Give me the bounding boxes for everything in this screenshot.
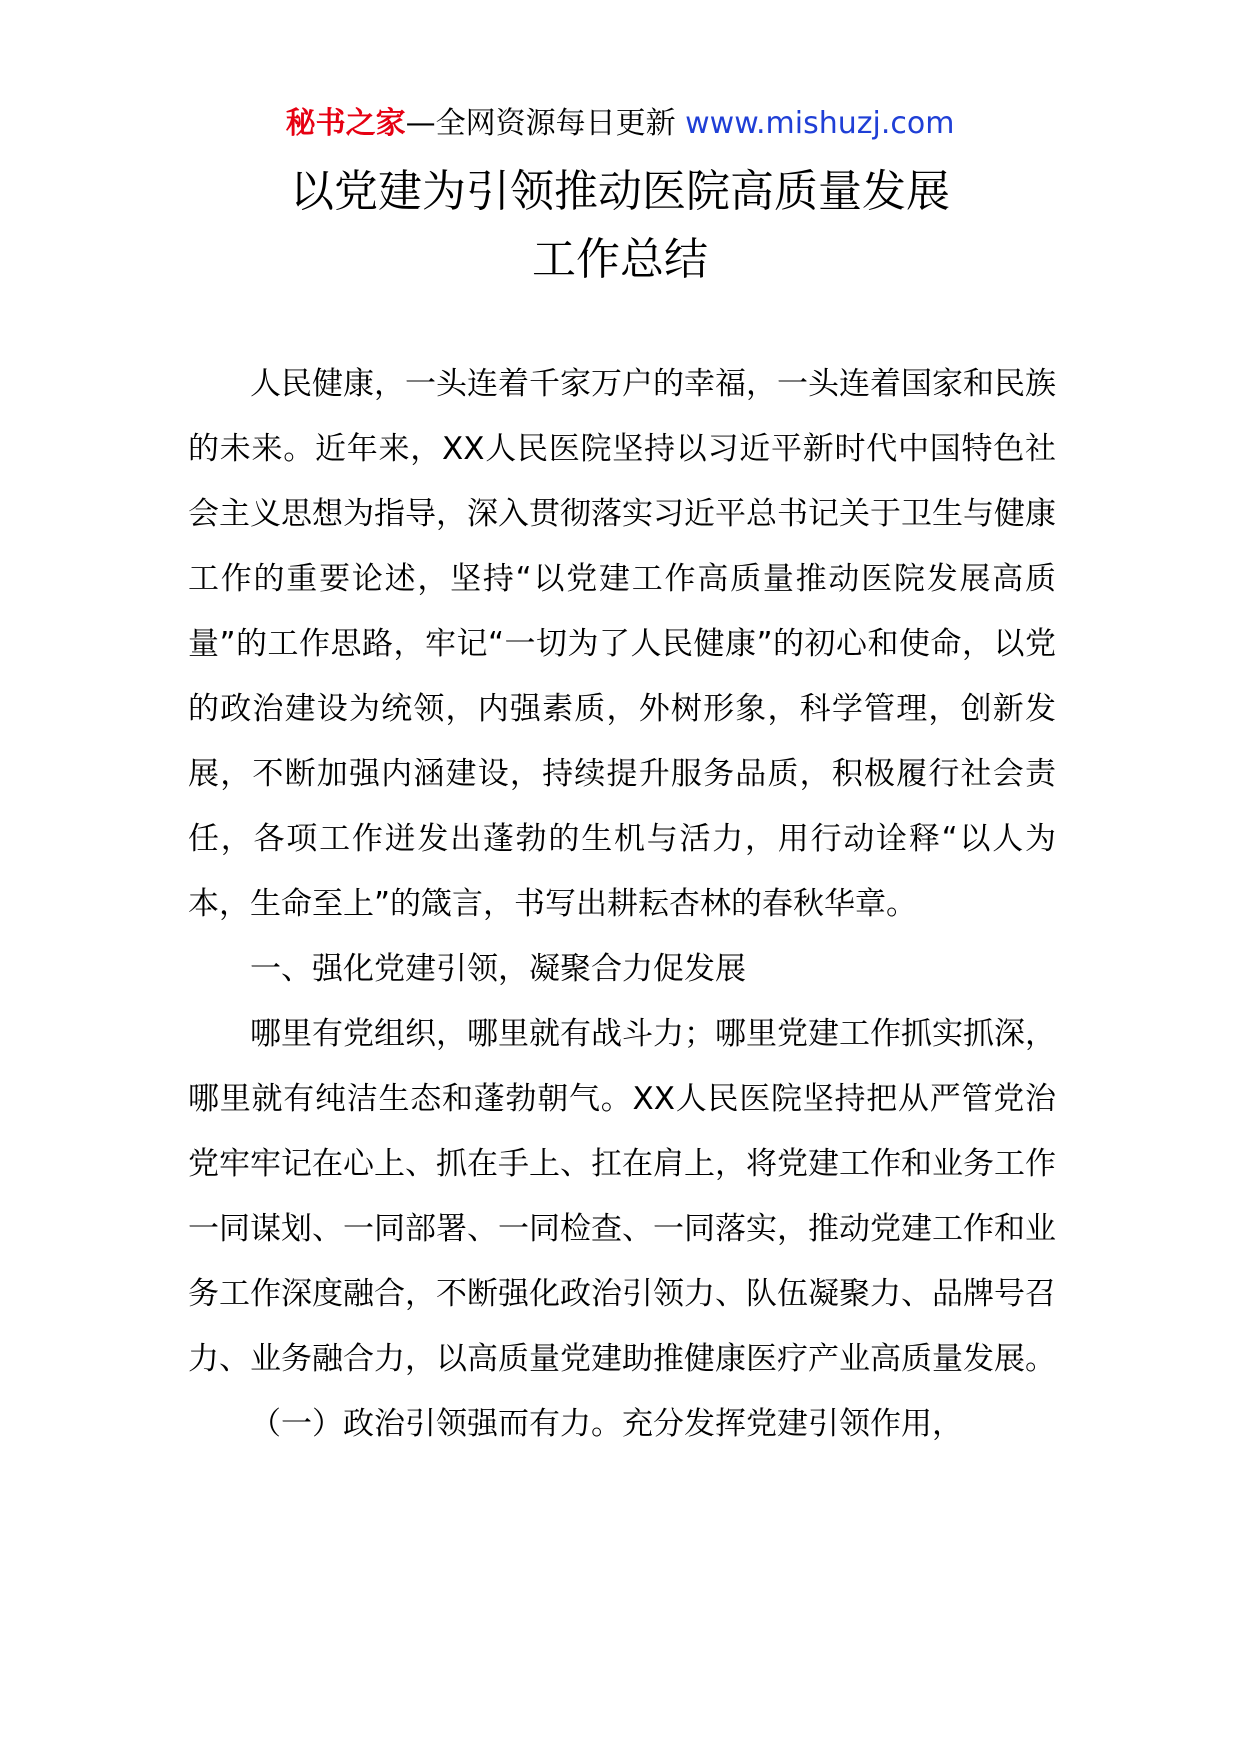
section-heading-1: 一、强化党建引领，凝聚合力促发展 — [250, 951, 746, 987]
brand-name: 秘书之家 — [285, 106, 406, 141]
paragraph-subsection-1: （一）政治引领强而有力。充分发挥党建引领作用， — [250, 1406, 963, 1442]
document-body — [188, 352, 1056, 1457]
document-title-line-2: 工作总结 — [532, 234, 708, 285]
paragraph-intro: 人民健康，一头连着千家万户的幸福，一头连着国家和民族的未来。近年来，XX人民医院坚持以习近平新时代中国特色社会主义思想为指导，深入贯彻落实习近平总书记关于卫生与健康工作的重要论述，坚持“以党建工作高质量推动医院发展高质量”的工作思路，牢记“一切为了人民健康”的初心和使命，以党的政治建设为统领，内强素质，外树形象，科学管理，创新发展，不断加强内涵建设，持续提升服务品质，积极履行社会责任，各项工作迸发出蓬勃的生机与活力，用行动诠释“以人为本，生命至上”的箴言，书写出耕耘杏林的春秋华章。 — [188, 366, 1056, 922]
banner-url[interactable]: www.mishuzj.com — [685, 106, 955, 141]
banner-tagline: —全网资源每日更新 — [405, 106, 676, 141]
paragraph-section-1: 哪里有党组织，哪里就有战斗力；哪里党建工作抓实抓深，哪里就有纯洁生态和蓬勃朝气。XX人民医院坚持把从严管党治党牢牢记在心上、抓在手上、扛在肩上，将党建工作和业务工作一同谋划、一同部署、一同检查、一同落实，推动党建工作和业务工作深度融合，不断强化政治引领力、队伍凝聚力、品牌号召力、业务融合力，以高质量党建助推健康医疗产业高质量发展。 — [188, 1016, 1056, 1377]
watermark-banner — [0, 104, 1240, 144]
document-title-line-1: 以党建为引领推动医院高质量发展 — [290, 166, 950, 217]
